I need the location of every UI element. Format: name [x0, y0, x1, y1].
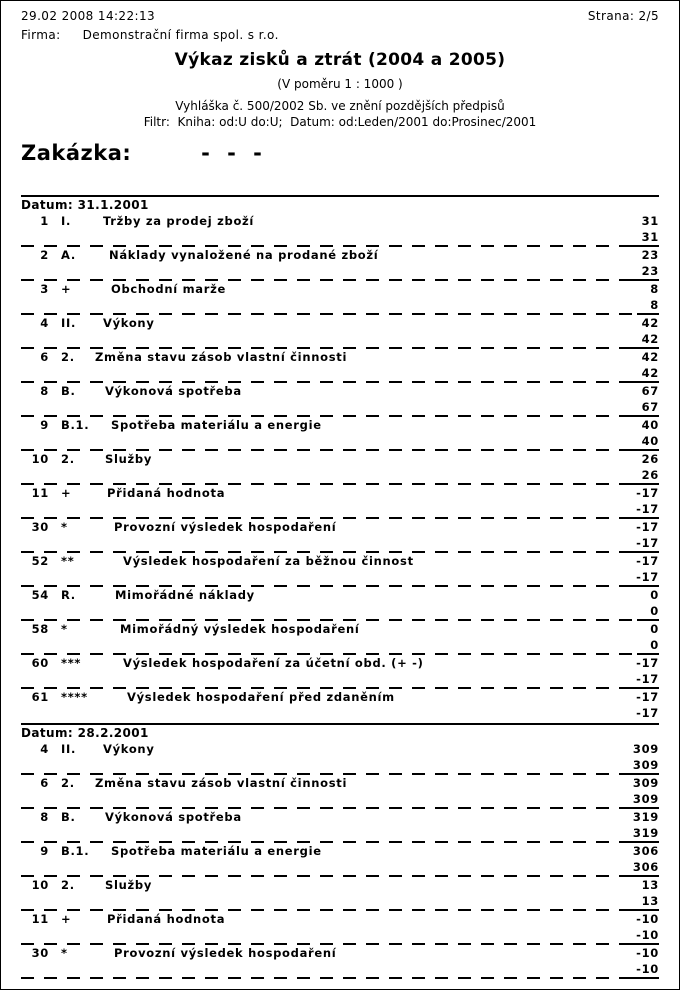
row-main-line — [21, 281, 659, 298]
row-value-cumulative: 8 — [637, 298, 659, 315]
row-value-current: -17 — [636, 520, 659, 534]
row-label: Výkonová spotřeba — [105, 384, 242, 398]
row-value-cumulative: -10 — [623, 962, 659, 979]
row-second-line — [21, 638, 659, 655]
row-code: B. — [61, 810, 76, 824]
row-value-current: -10 — [636, 946, 659, 960]
row-main-line — [21, 553, 659, 570]
row-number: 3 — [40, 282, 49, 296]
row-number: 6 — [40, 350, 49, 364]
row-number: 4 — [40, 742, 49, 756]
row-main-line — [21, 689, 659, 706]
row-code: R. — [61, 588, 76, 602]
row-code: II. — [61, 316, 77, 330]
row-value-current: 0 — [650, 622, 659, 636]
report-row — [21, 877, 659, 911]
row-main-line — [21, 519, 659, 536]
row-main-line — [21, 877, 659, 894]
row-code: B.1. — [61, 844, 90, 858]
report-body — [21, 195, 659, 979]
row-second-line — [21, 230, 659, 247]
row-code: B.1. — [61, 418, 90, 432]
row-value-current: 319 — [632, 810, 659, 824]
row-second-line — [21, 928, 659, 945]
row-value-cumulative: 309 — [620, 758, 659, 775]
row-value-current: 31 — [641, 214, 659, 228]
row-main-line — [21, 383, 659, 400]
row-code: 2. — [61, 350, 75, 364]
row-second-line — [21, 332, 659, 349]
row-label: Služby — [105, 452, 153, 466]
row-second-line — [21, 264, 659, 281]
filter-note: Filtr: Kniha: od:U do:U; Datum: od:Leden/2001 do:Prosinec/2001 — [143, 115, 537, 129]
row-value-current: 40 — [641, 418, 659, 432]
row-number: 1 — [40, 214, 49, 228]
report-row — [21, 655, 659, 689]
ratio-note: (V poměru 1 : 1000 ) — [277, 77, 403, 91]
row-number: 10 — [31, 878, 49, 892]
report-section — [21, 723, 659, 979]
report-row — [21, 809, 659, 843]
row-value-current: 42 — [641, 350, 659, 364]
row-label: Výkonová spotřeba — [105, 810, 242, 824]
row-main-line — [21, 741, 659, 758]
row-code: + — [61, 282, 72, 296]
row-label: Mimořádné náklady — [115, 588, 255, 602]
row-second-line — [21, 826, 659, 843]
row-main-line — [21, 911, 659, 928]
row-value-current: -17 — [636, 656, 659, 670]
row-value-current: -17 — [636, 554, 659, 568]
row-number: 11 — [31, 486, 49, 500]
row-code: *** — [61, 656, 82, 670]
row-value-cumulative: 26 — [629, 468, 659, 485]
row-value-current: 26 — [641, 452, 659, 466]
row-number: 2 — [40, 248, 49, 262]
row-code: * — [61, 946, 68, 960]
print-timestamp: 29.02 2008 14:22:13 — [21, 9, 156, 23]
row-value-cumulative: -17 — [623, 672, 659, 689]
row-number: 10 — [31, 452, 49, 466]
row-second-line — [21, 570, 659, 587]
row-second-line — [21, 706, 659, 723]
report-row — [21, 911, 659, 945]
report-row — [21, 315, 659, 349]
report-row — [21, 945, 659, 979]
report-row — [21, 553, 659, 587]
row-value-current: 309 — [632, 776, 659, 790]
firm-label: Firma: — [21, 28, 61, 42]
report-row — [21, 247, 659, 281]
row-code: A. — [61, 248, 76, 262]
row-main-line — [21, 843, 659, 860]
row-second-line — [21, 400, 659, 417]
row-value-current: 0 — [650, 588, 659, 602]
row-main-line — [21, 315, 659, 332]
row-value-cumulative: 319 — [620, 826, 659, 843]
row-value-cumulative: -17 — [636, 706, 659, 720]
dashed-separator — [21, 721, 623, 723]
dashed-separator — [21, 977, 623, 979]
row-main-line — [21, 621, 659, 638]
row-number: 30 — [31, 520, 49, 534]
row-value-current: 23 — [641, 248, 659, 262]
report-row — [21, 485, 659, 519]
row-value-cumulative: 42 — [629, 332, 659, 349]
report-row — [21, 213, 659, 247]
row-label: Spotřeba materiálu a energie — [111, 418, 322, 432]
row-label: Tržby za prodej zboží — [103, 214, 255, 228]
report-row — [21, 383, 659, 417]
report-row — [21, 843, 659, 877]
row-code: 2. — [61, 776, 75, 790]
row-number: 58 — [31, 622, 49, 636]
row-value-cumulative: -17 — [623, 570, 659, 587]
report-row — [21, 689, 659, 723]
row-number: 9 — [40, 844, 49, 858]
row-value-cumulative: 23 — [629, 264, 659, 281]
row-value-cumulative: -10 — [623, 928, 659, 945]
row-code: + — [61, 912, 72, 926]
report-row — [21, 587, 659, 621]
row-value-cumulative: 40 — [629, 434, 659, 451]
row-main-line — [21, 485, 659, 502]
row-code: ** — [61, 554, 75, 568]
row-number: 52 — [31, 554, 49, 568]
row-value-cumulative: 13 — [629, 894, 659, 911]
report-row — [21, 417, 659, 451]
row-main-line — [21, 349, 659, 366]
row-number: 9 — [40, 418, 49, 432]
row-label: Změna stavu zásob vlastní činnosti — [95, 350, 348, 364]
row-second-line — [21, 502, 659, 519]
row-code: I. — [61, 214, 72, 228]
order-value: - - - — [201, 141, 263, 165]
row-number: 8 — [40, 384, 49, 398]
row-value-current: -17 — [636, 690, 659, 704]
section-date-label: Datum: 28.2.2001 — [21, 726, 149, 740]
row-second-line — [21, 860, 659, 877]
row-code: II. — [61, 742, 77, 756]
row-value-cumulative: 306 — [620, 860, 659, 877]
row-code: + — [61, 486, 72, 500]
row-number: 6 — [40, 776, 49, 790]
row-label: Výsledek hospodaření za běžnou činnost — [123, 554, 414, 568]
row-code: * — [61, 622, 68, 636]
firm-line — [21, 28, 659, 43]
row-second-line — [21, 672, 659, 689]
row-main-line — [21, 213, 659, 230]
row-value-current: -17 — [636, 486, 659, 500]
row-second-line — [21, 468, 659, 485]
row-main-line — [21, 247, 659, 264]
report-row — [21, 775, 659, 809]
row-second-line — [21, 536, 659, 553]
report-title: Výkaz zisků a ztrát (2004 a 2005) — [174, 50, 506, 70]
row-value-cumulative: 0 — [637, 638, 659, 655]
firm-name: Demonstrační firma spol. s r.o. — [82, 28, 279, 42]
report-row — [21, 281, 659, 315]
row-number: 61 — [31, 690, 49, 704]
report-section — [21, 195, 659, 723]
row-label: Výsledek hospodaření za účetní obd. (+ -) — [123, 656, 424, 670]
row-label: Obchodní marže — [111, 282, 226, 296]
row-number: 11 — [31, 912, 49, 926]
row-number: 4 — [40, 316, 49, 330]
row-label: Náklady vynaložené na prodané zboží — [109, 248, 379, 262]
row-value-cumulative: 0 — [637, 604, 659, 621]
row-number: 54 — [31, 588, 49, 602]
row-label: Výkony — [103, 316, 155, 330]
row-label: Přidaná hodnota — [107, 486, 226, 500]
row-label: Provozní výsledek hospodaření — [114, 946, 337, 960]
row-second-line — [21, 434, 659, 451]
row-label: Služby — [105, 878, 153, 892]
row-main-line — [21, 775, 659, 792]
row-number: 8 — [40, 810, 49, 824]
row-main-line — [21, 451, 659, 468]
row-second-line — [21, 298, 659, 315]
regulation-note: Vyhláška č. 500/2002 Sb. ve znění pozdějších předpisů — [175, 99, 505, 113]
row-second-line — [21, 792, 659, 809]
row-value-cumulative: 309 — [620, 792, 659, 809]
row-label: Mimořádný výsledek hospodaření — [120, 622, 360, 636]
report-row — [21, 519, 659, 553]
row-second-line — [21, 758, 659, 775]
row-code: B. — [61, 384, 76, 398]
row-label: Přidaná hodnota — [107, 912, 226, 926]
order-label: Zakázka: — [21, 141, 132, 165]
row-value-current: 42 — [641, 316, 659, 330]
report-row — [21, 621, 659, 655]
report-row — [21, 741, 659, 775]
row-main-line — [21, 809, 659, 826]
page-header — [21, 9, 659, 24]
row-value-cumulative: 67 — [629, 400, 659, 417]
row-value-cumulative: 42 — [629, 366, 659, 383]
report-row — [21, 349, 659, 383]
section-date-label: Datum: 31.1.2001 — [21, 198, 149, 212]
row-second-line — [21, 962, 659, 979]
row-label: Změna stavu zásob vlastní činnosti — [95, 776, 348, 790]
row-value-current: 13 — [641, 878, 659, 892]
row-value-current: -10 — [636, 912, 659, 926]
row-number: 30 — [31, 946, 49, 960]
row-value-current: 8 — [650, 282, 659, 296]
row-label: Provozní výsledek hospodaření — [114, 520, 337, 534]
order-line — [21, 141, 659, 165]
row-value-cumulative: -17 — [623, 536, 659, 553]
row-value-current: 306 — [632, 844, 659, 858]
report-row — [21, 451, 659, 485]
row-value-current: 67 — [641, 384, 659, 398]
row-main-line — [21, 587, 659, 604]
row-code: * — [61, 520, 68, 534]
row-code: 2. — [61, 452, 75, 466]
row-main-line — [21, 655, 659, 672]
row-code: **** — [61, 690, 88, 704]
row-value-cumulative: -17 — [623, 502, 659, 519]
page-number: Strana: 2/5 — [587, 9, 659, 23]
row-value-cumulative: 31 — [629, 230, 659, 247]
row-second-line — [21, 894, 659, 911]
row-label: Spotřeba materiálu a energie — [111, 844, 322, 858]
row-code: 2. — [61, 878, 75, 892]
row-second-line — [21, 604, 659, 621]
row-main-line — [21, 417, 659, 434]
row-number: 60 — [31, 656, 49, 670]
row-second-line — [21, 366, 659, 383]
row-label: Výkony — [103, 742, 155, 756]
row-label: Výsledek hospodaření před zdaněním — [127, 690, 395, 704]
row-main-line — [21, 945, 659, 962]
row-value-current: 309 — [632, 742, 659, 756]
